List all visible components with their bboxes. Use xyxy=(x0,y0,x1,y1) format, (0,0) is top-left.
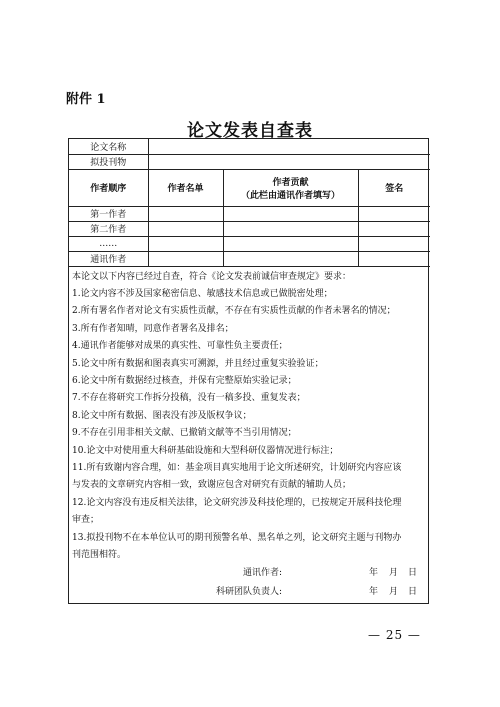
statement-item: 1.论文内容不涉及国家秘密信息、敏感技术信息或已做脱密处理； xyxy=(72,288,333,299)
statement-item: 2.所有署名作者对论文有实质性贡献，不存在有实质性贡献的作者未署名的情况； xyxy=(72,306,396,317)
info-row-paper-title xyxy=(69,139,430,154)
target-journal-label: 拟投刊物 xyxy=(69,154,148,169)
form-title: 论文发表自查表 xyxy=(187,121,313,141)
author-row-ellipsis xyxy=(69,236,430,251)
contribution-heading: 作者贡献 xyxy=(272,177,309,188)
author-role-label: 通讯作者 xyxy=(69,251,148,266)
statement-item: 12.论文内容没有违反相关法律，论文研究涉及科技伦理的，已按规定开展科技伦理 xyxy=(72,497,402,508)
author-role-label: 第一作者 xyxy=(69,206,148,221)
author-contribution-cell[interactable] xyxy=(223,206,358,221)
info-row-target-journal xyxy=(69,154,430,169)
author-contribution-cell[interactable] xyxy=(223,236,358,251)
author-role-label: …… xyxy=(69,236,148,251)
attachment-label: 附件 1 xyxy=(66,92,106,107)
self-check-form xyxy=(68,138,429,604)
statement-item-continued: 与发表的文章研究内容相一致，致谢应包含对研究有贡献的辅助人员； xyxy=(72,480,352,491)
signature-header: 签名 xyxy=(358,169,430,206)
signature-label: 通讯作者: xyxy=(242,568,282,578)
page-number: — 25 — xyxy=(368,628,421,642)
signature-row-corresponding-author xyxy=(69,565,430,584)
author-signature-cell[interactable] xyxy=(358,206,430,221)
author-contribution-cell[interactable] xyxy=(223,221,358,236)
statement-item: 13.拟投刊物不在本单位认可的期刊预警名单、黑名单之列，论文研究主题与刊物办 xyxy=(72,532,402,543)
author-signature-cell[interactable] xyxy=(358,236,430,251)
statement-item-continued: 审查； xyxy=(72,515,100,526)
author-name-cell[interactable] xyxy=(148,236,223,251)
author-signature-cell[interactable] xyxy=(358,251,430,266)
author-name-cell[interactable] xyxy=(148,206,223,221)
author-contribution-header xyxy=(223,169,358,206)
author-name-cell[interactable] xyxy=(148,251,223,266)
statement-item: 8.论文中所有数据、图表没有涉及版权争议； xyxy=(72,410,252,421)
author-contribution-cell[interactable] xyxy=(223,251,358,266)
statement-item: 3.所有作者知晴，同意作者署名及排名； xyxy=(72,323,234,334)
author-row-first xyxy=(69,206,430,221)
contribution-note: （此栏由通讯作者填写） xyxy=(240,190,340,201)
author-names-header: 作者名单 xyxy=(148,169,223,206)
author-signature-cell[interactable] xyxy=(358,221,430,236)
paper-title-field[interactable] xyxy=(148,139,430,154)
statement-item: 4.通讯作者能够对成果的真实性、可靠性负主要责任； xyxy=(72,341,288,352)
form-table xyxy=(69,139,430,267)
date-year: 年 xyxy=(369,568,379,578)
statement-intro: 本论文以下内容已经过自查，符合《论文发表前诚信审查规定》要求： xyxy=(72,271,352,282)
statement-item: 11.所有致谢内容合理，如：基金项目真实地用于论文所述研究，计划研究内容应该 xyxy=(72,462,402,473)
date-month: 月 xyxy=(389,568,399,578)
statement-item: 7.不存在将研究工作拆分投稿，没有一稿多投、重复发表； xyxy=(72,393,306,404)
signature-row-team-leader xyxy=(69,584,430,603)
date-month: 月 xyxy=(389,587,399,597)
statement-item: 10.论文中对使用重大科研基础设施和大型科研仪器情况进行标注； xyxy=(72,445,339,456)
statement-item: 5.论文中所有数据和图表真实可溯源，并且经过重复实验验证； xyxy=(72,358,324,369)
target-journal-field[interactable] xyxy=(148,154,430,169)
statement-item: 9.不存在引用非相关文献、已撤销文献等不当引用情况； xyxy=(72,428,297,439)
signature-area xyxy=(69,565,430,603)
self-check-statement xyxy=(69,267,428,565)
author-order-header: 作者顺序 xyxy=(69,169,148,206)
signature-label: 科研团队负责人: xyxy=(215,587,282,597)
author-row-corresponding xyxy=(69,251,430,266)
date-year: 年 xyxy=(369,587,379,597)
date-day: 日 xyxy=(408,587,418,597)
statement-item-continued: 刊范围相符。 xyxy=(72,550,127,560)
statement-item: 6.论文中所有数据经过核查，并保有完整原始实验记录； xyxy=(72,375,297,386)
author-role-label: 第二作者 xyxy=(69,221,148,236)
author-row-second xyxy=(69,221,430,236)
author-table-header xyxy=(69,169,430,206)
paper-title-label: 论文名称 xyxy=(69,139,148,154)
date-day: 日 xyxy=(408,568,418,578)
author-name-cell[interactable] xyxy=(148,221,223,236)
